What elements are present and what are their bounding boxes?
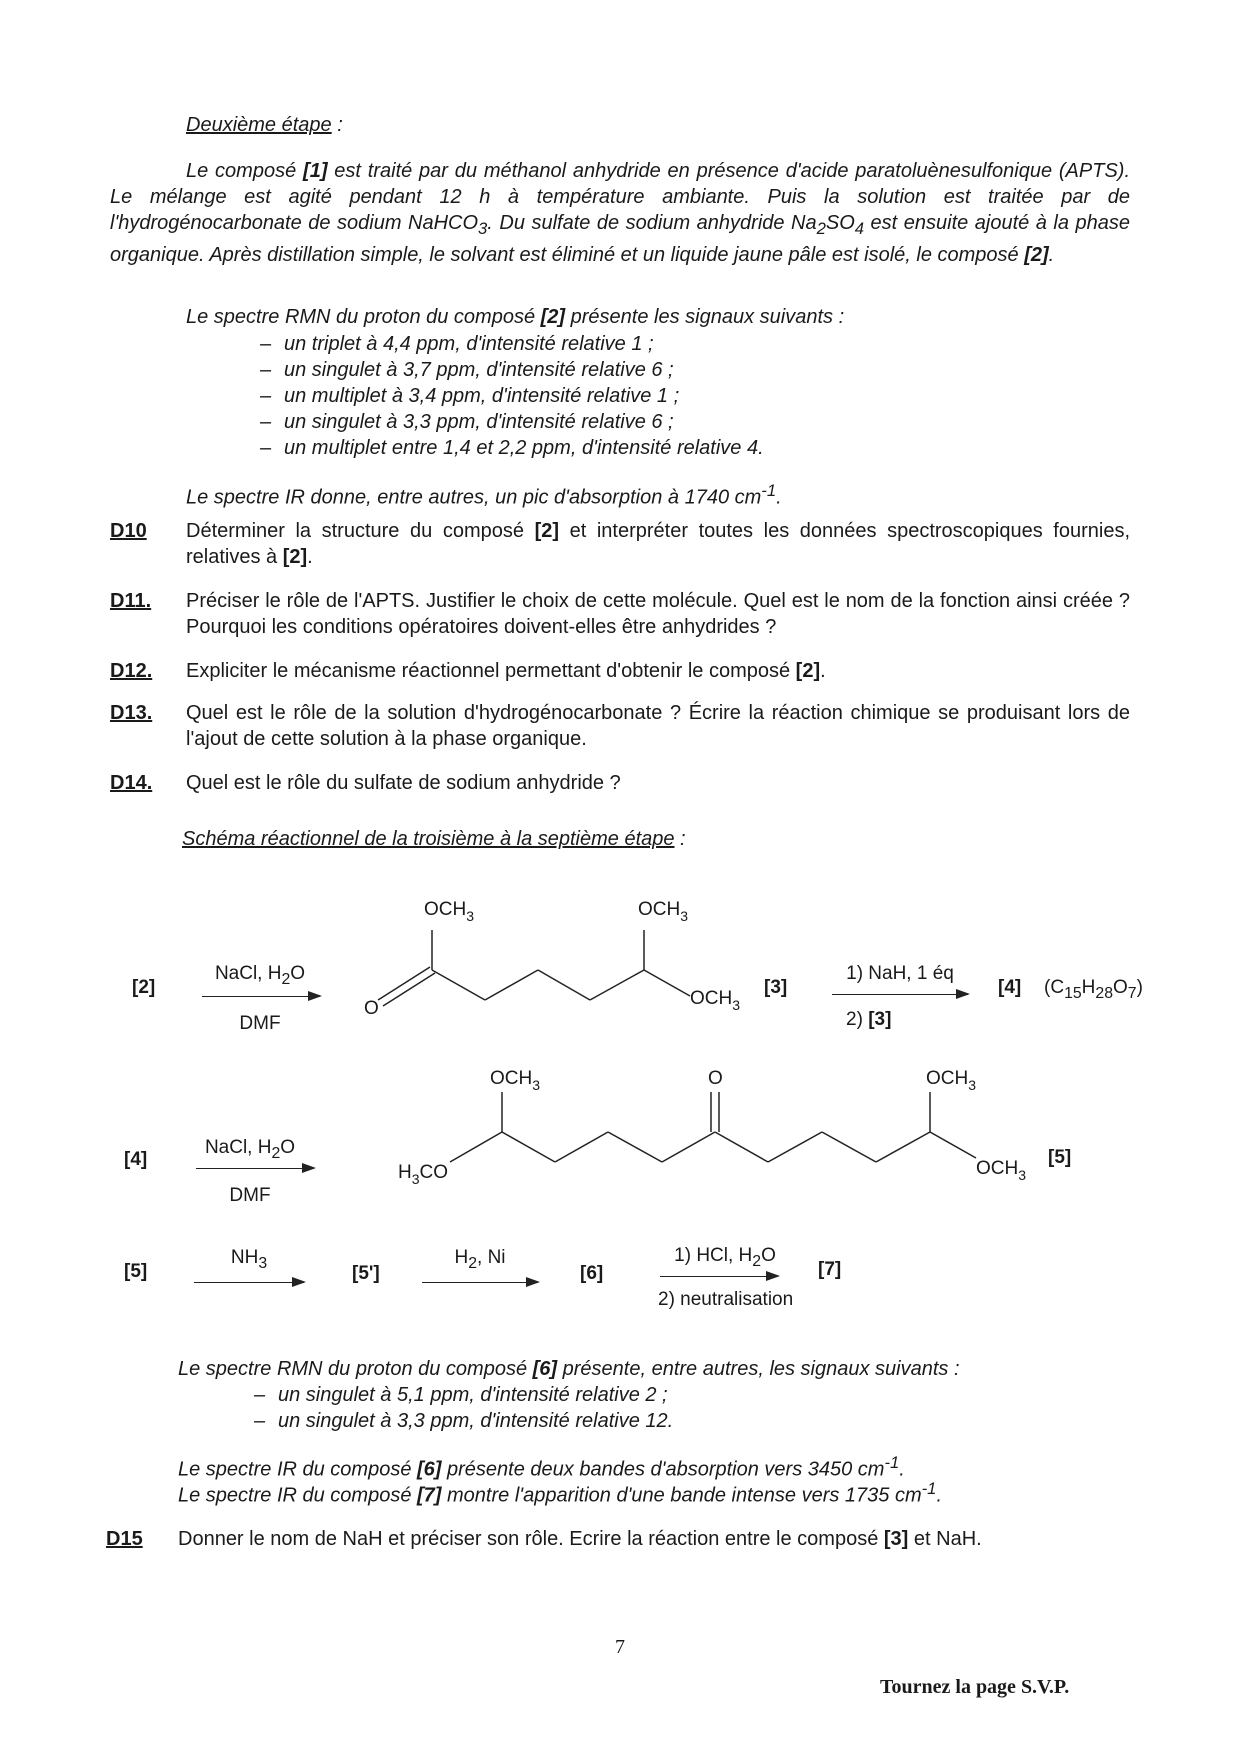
compound-label-2: [2] [132, 977, 156, 998]
section-heading: Deuxième étape : [186, 114, 343, 136]
nmr-intro: Le spectre RMN du proton du composé [2] présente les signaux suivants : [186, 306, 845, 328]
och3-label: $OCH_3$ [926, 1068, 977, 1093]
question-number: D10 [110, 520, 147, 542]
reaction-arrow [422, 1282, 538, 1283]
nmr-signal: – un multiplet entre 1,4 et 2,2 ppm, d'intensité relative 4. [260, 435, 764, 461]
reagent-nah: 1) NaH, 1 éq [846, 963, 954, 984]
reagent-h2-ni: $H_2$, Ni [454, 1247, 506, 1272]
nmr-signal: – un singulet à 3,7 ppm, d'intensité relative 6 ; [260, 357, 764, 383]
turn-page-note: Tournez la page S.V.P. [880, 1676, 1070, 1698]
reagent-hcl: 1) HCl, $H_2O$ [674, 1245, 776, 1270]
compound-label-5-prime: [5'] [352, 1263, 380, 1284]
question-number: D12. [110, 660, 153, 682]
question-text: Quel est le rôle du sulfate de sodium anhydride ? [186, 772, 621, 794]
nmr6-intro: Le spectre RMN du proton du composé [6] présente, entre autres, les signaux suivants : [178, 1358, 960, 1380]
reagent-nacl: NaCl, $H_2O$ [204, 1137, 296, 1162]
molecular-formula: $(C_{15}H_{28}O_7)$ [1044, 977, 1143, 1002]
oxygen-label: O [708, 1068, 723, 1089]
compound-label-5: [5] [124, 1261, 148, 1282]
page-number: 7 [615, 1636, 625, 1658]
och3-label: $OCH_3$ [424, 899, 475, 924]
question-text: Déterminer la structure du composé [2] et interpréter toutes les données spectroscopiques fournies, relatives à [2]. [186, 520, 1131, 568]
question-number: D13. [110, 702, 153, 724]
reaction-arrow [194, 1282, 304, 1283]
ir6-line: Le spectre IR du composé [6] présente deux bandes d'absorption vers 3450 $cm^{-1}$. [178, 1453, 905, 1481]
question-text: Donner le nom de NaH et préciser son rôle. Ecrire la réaction entre le composé [3] et NaH. [178, 1528, 982, 1550]
och3-label: $OCH_3$ [976, 1158, 1027, 1183]
nmr6-signal-list [254, 1382, 673, 1434]
neutralisation-step: 2) neutralisation [658, 1289, 794, 1310]
solvent-dmf: DMF [239, 1013, 281, 1034]
nmr-signal: – un triplet à 4,4 ppm, d'intensité relative 1 ; [260, 331, 764, 357]
h3co-label: $H_3CO$ [398, 1162, 449, 1187]
och3-label: $OCH_3$ [638, 899, 689, 924]
och3-label: $OCH_3$ [490, 1068, 541, 1093]
compound-label-4: [4] [124, 1149, 148, 1170]
ir-line: Le spectre IR donne, entre autres, un pic d'absorption à 1740 $cm^{-1}$. [186, 481, 782, 509]
compound-label-4: [4] [998, 977, 1022, 998]
reaction-arrow [660, 1276, 778, 1277]
nmr-signal: – un singulet à 3,3 ppm, d'intensité relative 12. [254, 1408, 673, 1434]
procedure-paragraph: Le composé [1] est traité par du méthanol anhydride en présence d'acide paratoluènesulfonique (APTS). Le mélange est agité pendant 12 h à température ambiante. Puis la solution est traitée par de l'hydrogénocarbonate de sodium NaHCO$_3$. Du sulfate de sodium anhydride $Na_2SO_4$ est ensuite ajouté à la phase organique. Après distillation simple, le solvant est éliminé et un liquide jaune pâle est isolé, le composé [2]. [110, 160, 1131, 266]
compound-label-5: [5] [1048, 1147, 1072, 1168]
compound-label-3: [3] [764, 977, 788, 998]
question-text: Expliciter le mécanisme réactionnel permettant d'obtenir le composé [2]. [186, 660, 826, 682]
question-number: D15 [106, 1528, 143, 1550]
nmr-signal: – un singulet à 3,3 ppm, d'intensité relative 6 ; [260, 409, 764, 435]
question-number: D11. [110, 590, 152, 612]
nmr-signal: – un singulet à 5,1 ppm, d'intensité relative 2 ; [254, 1382, 673, 1408]
compound-label-6: [6] [580, 1263, 604, 1284]
scheme-heading: Schéma réactionnel de la troisième à la septième étape : [182, 828, 686, 850]
ir7-line: Le spectre IR du composé [7] montre l'apparition d'une bande intense vers 1735 $cm^{-1}$. [178, 1479, 942, 1507]
solvent-dmf: DMF [229, 1185, 271, 1206]
oxygen-label: O [364, 998, 379, 1019]
question-text: Quel est le rôle de la solution d'hydrogénocarbonate ? Écrire la réaction chimique se produisant lors de l'ajout de cette solution à la phase organique. [186, 702, 1130, 750]
reagent-nacl: NaCl, $H_2O$ [214, 963, 306, 988]
question-number: D14. [110, 772, 153, 794]
och3-label: $OCH_3$ [690, 988, 741, 1013]
compound-label-7: [7] [818, 1259, 842, 1280]
reagent-step2: 2) [3] [846, 1009, 892, 1030]
reagent-nh3: $NH_3$ [230, 1247, 268, 1272]
question-text: Préciser le rôle de l'APTS. Justifier le choix de cette molécule. Quel est le nom de la fonction ainsi créée ? Pourquoi les conditions opératoires doivent-elles être anhydrides ? [186, 590, 1130, 638]
nmr-signal: – un multiplet à 3,4 ppm, d'intensité relative 1 ; [260, 383, 764, 409]
